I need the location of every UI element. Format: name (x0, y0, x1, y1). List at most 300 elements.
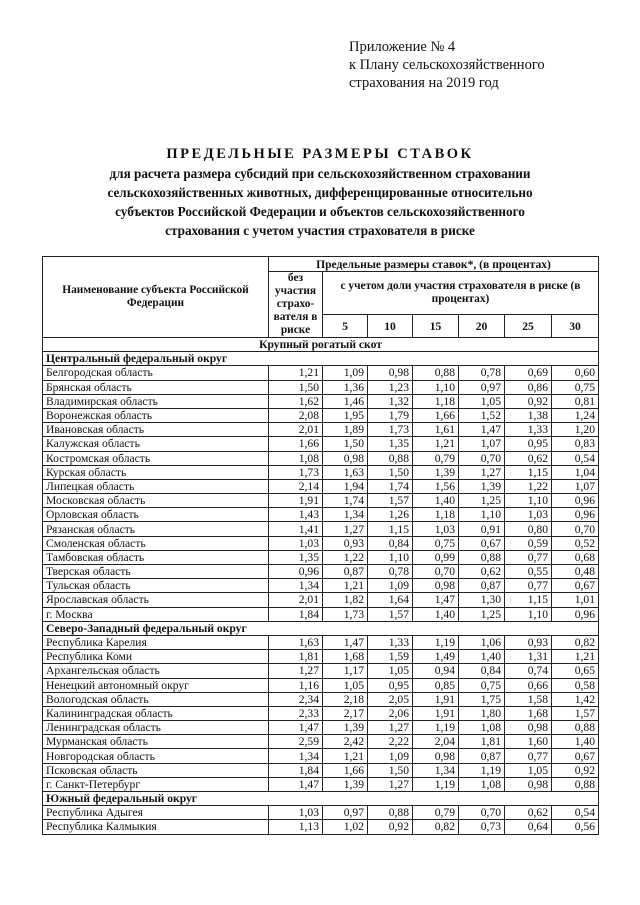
rate-cell: 1,27 (323, 522, 368, 536)
rate-cell: 1,91 (269, 494, 323, 508)
rate-cell: 1,39 (323, 777, 368, 791)
rate-cell: 1,04 (552, 465, 599, 479)
rate-cell: 0,75 (413, 536, 459, 550)
rate-cell: 0,83 (552, 437, 599, 451)
table-row (43, 423, 599, 437)
region-name-cell: Республика Карелия (43, 635, 269, 649)
district-title: Южный федеральный округ (43, 792, 599, 806)
rate-cell: 1,66 (269, 437, 323, 451)
rate-cell: 1,13 (269, 820, 323, 834)
rate-cell: 0,98 (323, 451, 368, 465)
table-row (43, 650, 599, 664)
rate-cell: 1,62 (269, 394, 323, 408)
rate-cell: 0,59 (505, 536, 552, 550)
rate-cell: 0,98 (413, 579, 459, 593)
rate-cell: 0,70 (413, 565, 459, 579)
document-subtitle (30, 164, 610, 240)
rate-cell: 1,10 (368, 550, 413, 564)
header-rates-group: Предельные размеры ставок*, (в процентах) (269, 257, 599, 272)
section-title: Крупный рогатый скот (43, 338, 599, 352)
rate-cell: 0,75 (552, 380, 599, 394)
rate-cell: 1,08 (459, 721, 505, 735)
rate-cell: 1,19 (459, 763, 505, 777)
region-name-cell: Ненецкий автономный округ (43, 678, 269, 692)
rate-cell: 0,54 (552, 451, 599, 465)
table-row (43, 820, 599, 834)
rate-cell: 1,03 (413, 522, 459, 536)
table-row (43, 593, 599, 607)
rate-cell: 1,81 (269, 650, 323, 664)
rate-cell: 1,21 (323, 579, 368, 593)
rate-cell: 2,01 (269, 423, 323, 437)
rate-cell: 1,34 (413, 763, 459, 777)
rate-cell: 2,34 (269, 692, 323, 706)
rate-cell: 0,88 (368, 451, 413, 465)
rate-cell: 1,10 (505, 607, 552, 621)
rate-cell: 1,27 (368, 777, 413, 791)
rate-cell: 0,68 (552, 550, 599, 564)
rate-cell: 1,59 (368, 650, 413, 664)
region-name-cell: Орловская область (43, 508, 269, 522)
rate-cell: 1,15 (505, 465, 552, 479)
rate-cell: 0,65 (552, 664, 599, 678)
rate-cell: 1,34 (269, 749, 323, 763)
rate-cell: 0,97 (323, 806, 368, 820)
district-title: Центральный федеральный округ (43, 352, 599, 366)
rate-cell: 1,49 (413, 650, 459, 664)
rate-cell: 0,82 (413, 820, 459, 834)
rate-cell: 0,92 (552, 763, 599, 777)
rate-cell: 1,19 (413, 721, 459, 735)
rate-cell: 2,08 (269, 408, 323, 422)
rate-cell: 1,33 (505, 423, 552, 437)
rate-cell: 1,22 (323, 550, 368, 564)
rate-cell: 1,25 (459, 494, 505, 508)
rate-cell: 1,36 (323, 380, 368, 394)
rate-cell: 1,01 (552, 593, 599, 607)
rate-cell: 1,52 (459, 408, 505, 422)
rate-cell: 1,47 (269, 777, 323, 791)
rate-cell: 0,99 (413, 550, 459, 564)
rate-cell: 1,24 (552, 408, 599, 422)
rate-cell: 1,60 (505, 735, 552, 749)
header-share-30: 30 (552, 315, 599, 338)
appendix-line-2: к Плану сельскохозяйственного (349, 57, 545, 73)
rate-cell: 1,66 (413, 408, 459, 422)
rate-cell: 0,96 (552, 494, 599, 508)
rate-cell: 1,64 (368, 593, 413, 607)
rate-cell: 0,70 (552, 522, 599, 536)
region-name-cell: Мурманская область (43, 735, 269, 749)
rate-cell: 1,19 (413, 777, 459, 791)
table-row (43, 664, 599, 678)
rate-cell: 0,95 (368, 678, 413, 692)
rate-cell: 2,14 (269, 479, 323, 493)
header-share-10: 10 (368, 315, 413, 338)
region-name-cell: Белгородская область (43, 366, 269, 380)
appendix-line-3: страхования на 2019 год (349, 75, 499, 91)
rate-cell: 0,91 (459, 522, 505, 536)
rate-cell: 1,40 (459, 650, 505, 664)
rate-cell: 2,06 (368, 706, 413, 720)
rate-cell: 0,92 (505, 394, 552, 408)
header-share-20: 20 (459, 315, 505, 338)
rate-cell: 0,48 (552, 565, 599, 579)
rate-cell: 1,09 (323, 366, 368, 380)
rate-cell: 2,59 (269, 735, 323, 749)
region-name-cell: Республика Коми (43, 650, 269, 664)
region-name-cell: г. Москва (43, 607, 269, 621)
rate-cell: 0,96 (269, 565, 323, 579)
rate-cell: 1,21 (269, 366, 323, 380)
rate-cell: 1,34 (269, 579, 323, 593)
rate-cell: 1,02 (323, 820, 368, 834)
table-row (43, 536, 599, 550)
rate-cell: 1,09 (368, 579, 413, 593)
rate-cell: 1,40 (552, 735, 599, 749)
rate-cell: 0,79 (413, 451, 459, 465)
rate-cell: 0,88 (552, 777, 599, 791)
rate-cell: 0,56 (552, 820, 599, 834)
rate-cell: 0,81 (552, 394, 599, 408)
rate-cell: 1,05 (459, 394, 505, 408)
region-name-cell: Брянская область (43, 380, 269, 394)
region-name-cell: г. Санкт-Петербург (43, 777, 269, 791)
rate-cell: 1,15 (368, 522, 413, 536)
table-row (43, 777, 599, 791)
rate-cell: 1,73 (269, 465, 323, 479)
rate-cell: 0,55 (505, 565, 552, 579)
rate-cell: 1,19 (413, 635, 459, 649)
region-name-cell: Тверская область (43, 565, 269, 579)
rate-cell: 1,46 (323, 394, 368, 408)
rate-cell: 1,25 (459, 607, 505, 621)
table-row (43, 451, 599, 465)
rate-cell: 2,05 (368, 692, 413, 706)
table-row (43, 579, 599, 593)
region-name-cell: Ивановская область (43, 423, 269, 437)
table-row (43, 550, 599, 564)
rate-cell: 2,22 (368, 735, 413, 749)
rate-cell: 0,96 (552, 508, 599, 522)
rate-cell: 1,94 (323, 479, 368, 493)
rate-cell: 0,79 (413, 806, 459, 820)
table-row (43, 806, 599, 820)
region-name-cell: Тамбовская область (43, 550, 269, 564)
rate-cell: 1,57 (368, 494, 413, 508)
rate-cell: 1,56 (413, 479, 459, 493)
rate-cell: 1,74 (323, 494, 368, 508)
rate-cell: 1,57 (552, 706, 599, 720)
rate-cell: 0,70 (459, 451, 505, 465)
rate-cell: 1,91 (413, 706, 459, 720)
rate-cell: 1,05 (505, 763, 552, 777)
rate-cell: 1,47 (459, 423, 505, 437)
rate-cell: 1,40 (413, 494, 459, 508)
rate-cell: 1,63 (269, 635, 323, 649)
rate-cell: 0,96 (552, 607, 599, 621)
rate-cell: 1,68 (505, 706, 552, 720)
rate-cell: 0,62 (459, 565, 505, 579)
rate-cell: 1,08 (459, 777, 505, 791)
rate-cell: 1,27 (368, 721, 413, 735)
rate-cell: 1,95 (323, 408, 368, 422)
table-row (43, 749, 599, 763)
rate-cell: 1,03 (269, 536, 323, 550)
rate-cell: 0,87 (459, 749, 505, 763)
rate-cell: 1,21 (413, 437, 459, 451)
rate-cell: 0,78 (368, 565, 413, 579)
rate-cell: 1,82 (323, 593, 368, 607)
rate-cell: 1,38 (505, 408, 552, 422)
rate-cell: 1,73 (368, 423, 413, 437)
rate-cell: 1,63 (323, 465, 368, 479)
rate-cell: 1,75 (459, 692, 505, 706)
table-row (43, 635, 599, 649)
rate-cell: 1,50 (323, 437, 368, 451)
rate-cell: 1,22 (505, 479, 552, 493)
region-name-cell: Костромская область (43, 451, 269, 465)
table-row (43, 408, 599, 422)
table-row (43, 508, 599, 522)
rate-cell: 1,43 (269, 508, 323, 522)
rate-cell: 1,47 (413, 593, 459, 607)
rate-cell: 1,50 (269, 380, 323, 394)
rate-cell: 0,95 (505, 437, 552, 451)
region-name-cell: Республика Калмыкия (43, 820, 269, 834)
rate-cell: 0,54 (552, 806, 599, 820)
rate-cell: 0,88 (552, 721, 599, 735)
table-row (43, 721, 599, 735)
rate-cell: 1,03 (505, 508, 552, 522)
region-name-cell: Новгородская область (43, 749, 269, 763)
rate-cell: 1,80 (459, 706, 505, 720)
rate-cell: 1,66 (323, 763, 368, 777)
table-row (43, 394, 599, 408)
rate-cell: 0,98 (413, 749, 459, 763)
rate-cell: 0,87 (459, 579, 505, 593)
appendix-note (349, 38, 545, 92)
rate-cell: 1,18 (413, 508, 459, 522)
rate-cell: 1,68 (323, 650, 368, 664)
rate-cell: 1,33 (368, 635, 413, 649)
rate-cell: 1,34 (323, 508, 368, 522)
rate-cell: 0,74 (505, 664, 552, 678)
table-row (43, 437, 599, 451)
rate-cell: 0,73 (459, 820, 505, 834)
rate-cell: 1,47 (269, 721, 323, 735)
region-name-cell: Ярославская область (43, 593, 269, 607)
rate-cell: 1,39 (459, 479, 505, 493)
rate-cell: 0,69 (505, 366, 552, 380)
rate-cell: 1,31 (505, 650, 552, 664)
subtitle-line-1: для расчета размера субсидий при сельскохозяйственном страховании (109, 166, 531, 181)
table-row (43, 706, 599, 720)
rate-cell: 1,50 (368, 465, 413, 479)
rate-cell: 1,79 (368, 408, 413, 422)
rate-cell: 0,98 (505, 777, 552, 791)
table-row (43, 607, 599, 621)
rate-cell: 0,93 (323, 536, 368, 550)
rate-cell: 1,50 (368, 763, 413, 777)
region-name-cell: Воронежская область (43, 408, 269, 422)
rate-cell: 0,67 (459, 536, 505, 550)
header-with-share: с учетом доли участия страхователя в риске (в процентах) (323, 272, 599, 315)
rate-cell: 0,88 (413, 366, 459, 380)
rate-cell: 0,66 (505, 678, 552, 692)
rate-cell: 1,10 (413, 380, 459, 394)
region-name-cell: Липецкая область (43, 479, 269, 493)
rate-cell: 0,60 (552, 366, 599, 380)
rate-cell: 1,32 (368, 394, 413, 408)
rate-cell: 1,35 (368, 437, 413, 451)
rate-cell: 1,89 (323, 423, 368, 437)
appendix-line-1: Приложение № 4 (349, 39, 456, 55)
rate-cell: 1,35 (269, 550, 323, 564)
table-row (43, 465, 599, 479)
region-name-cell: Калининградская область (43, 706, 269, 720)
rate-cell: 0,62 (505, 451, 552, 465)
region-name-cell: Республика Адыгея (43, 806, 269, 820)
rates-table-body (43, 338, 599, 835)
region-name-cell: Тульская область (43, 579, 269, 593)
rate-cell: 1,16 (269, 678, 323, 692)
rate-cell: 0,75 (459, 678, 505, 692)
rate-cell: 1,09 (368, 749, 413, 763)
header-share-5: 5 (323, 315, 368, 338)
rate-cell: 1,05 (323, 678, 368, 692)
region-name-cell: Ленинградская область (43, 721, 269, 735)
rate-cell: 0,77 (505, 550, 552, 564)
rate-cell: 0,85 (413, 678, 459, 692)
rate-cell: 1,07 (459, 437, 505, 451)
rate-cell: 0,62 (505, 806, 552, 820)
table-row (43, 763, 599, 777)
rate-cell: 0,80 (505, 522, 552, 536)
rate-cell: 0,86 (505, 380, 552, 394)
district-title: Северо-Западный федеральный округ (43, 621, 599, 635)
rate-cell: 2,33 (269, 706, 323, 720)
rate-cell: 1,10 (505, 494, 552, 508)
rate-cell: 1,84 (269, 607, 323, 621)
rate-cell: 0,97 (459, 380, 505, 394)
rate-cell: 0,94 (413, 664, 459, 678)
region-name-cell: Курская область (43, 465, 269, 479)
rate-cell: 0,77 (505, 749, 552, 763)
rate-cell: 1,40 (413, 607, 459, 621)
rate-cell: 1,30 (459, 593, 505, 607)
rate-cell: 1,15 (505, 593, 552, 607)
region-name-cell: Вологодская область (43, 692, 269, 706)
table-row (43, 678, 599, 692)
table-row (43, 735, 599, 749)
rate-cell: 0,82 (552, 635, 599, 649)
region-name-cell: Рязанская область (43, 522, 269, 536)
rate-cell: 2,42 (323, 735, 368, 749)
subtitle-line-3: субъектов Российской Федерации и объектов сельскохозяйственного (115, 204, 525, 219)
rate-cell: 1,58 (505, 692, 552, 706)
table-row (43, 380, 599, 394)
header-region-name: Наименование субъекта Российской Федерации (43, 257, 269, 338)
rate-cell: 1,27 (269, 664, 323, 678)
rate-cell: 0,98 (505, 721, 552, 735)
region-name-cell: Московская область (43, 494, 269, 508)
rate-cell: 1,20 (552, 423, 599, 437)
rate-cell: 1,18 (413, 394, 459, 408)
table-row (43, 522, 599, 536)
rate-cell: 1,23 (368, 380, 413, 394)
region-name-cell: Владимирская область (43, 394, 269, 408)
rate-cell: 1,91 (413, 692, 459, 706)
rate-cell: 1,47 (323, 635, 368, 649)
rate-cell: 0,88 (459, 550, 505, 564)
rate-cell: 1,26 (368, 508, 413, 522)
header-without-share: без участия страхо-вателя в риске (269, 272, 323, 338)
table-row (43, 692, 599, 706)
header-share-15: 15 (413, 315, 459, 338)
rate-cell: 2,04 (413, 735, 459, 749)
rate-cell: 0,58 (552, 678, 599, 692)
rate-cell: 2,17 (323, 706, 368, 720)
rate-cell: 0,67 (552, 579, 599, 593)
rate-cell: 1,74 (368, 479, 413, 493)
rate-cell: 1,10 (459, 508, 505, 522)
region-name-cell: Псковская область (43, 763, 269, 777)
subtitle-line-2: сельскохозяйственных животных, дифференцированные относительно (107, 185, 533, 200)
rate-cell: 0,98 (368, 366, 413, 380)
rates-table (42, 256, 599, 835)
table-row (43, 494, 599, 508)
rate-cell: 1,39 (413, 465, 459, 479)
document-title: ПРЕДЕЛЬНЫЕ РАЗМЕРЫ СТАВОК (166, 146, 474, 162)
rate-cell: 0,64 (505, 820, 552, 834)
table-row (43, 366, 599, 380)
rate-cell: 1,21 (552, 650, 599, 664)
header-share-25: 25 (505, 315, 552, 338)
rate-cell: 0,87 (323, 565, 368, 579)
rate-cell: 0,77 (505, 579, 552, 593)
rate-cell: 2,01 (269, 593, 323, 607)
rate-cell: 0,84 (459, 664, 505, 678)
rate-cell: 0,70 (459, 806, 505, 820)
rate-cell: 1,61 (413, 423, 459, 437)
rate-cell: 0,92 (368, 820, 413, 834)
region-name-cell: Смоленская область (43, 536, 269, 550)
rate-cell: 1,08 (269, 451, 323, 465)
rate-cell: 0,84 (368, 536, 413, 550)
rate-cell: 0,78 (459, 366, 505, 380)
rate-cell: 1,06 (459, 635, 505, 649)
table-row (43, 565, 599, 579)
rate-cell: 1,73 (323, 607, 368, 621)
rate-cell: 1,41 (269, 522, 323, 536)
rate-cell: 1,05 (368, 664, 413, 678)
rate-cell: 0,93 (505, 635, 552, 649)
rate-cell: 1,84 (269, 763, 323, 777)
rate-cell: 0,52 (552, 536, 599, 550)
rate-cell: 1,03 (269, 806, 323, 820)
table-row (43, 479, 599, 493)
rate-cell: 1,07 (552, 479, 599, 493)
rate-cell: 1,17 (323, 664, 368, 678)
rate-cell: 1,39 (323, 721, 368, 735)
region-name-cell: Калужская область (43, 437, 269, 451)
rate-cell: 0,67 (552, 749, 599, 763)
rate-cell: 1,57 (368, 607, 413, 621)
rate-cell: 2,18 (323, 692, 368, 706)
subtitle-line-4: страхования с учетом участия страхователя в риске (165, 223, 475, 238)
rate-cell: 1,27 (459, 465, 505, 479)
